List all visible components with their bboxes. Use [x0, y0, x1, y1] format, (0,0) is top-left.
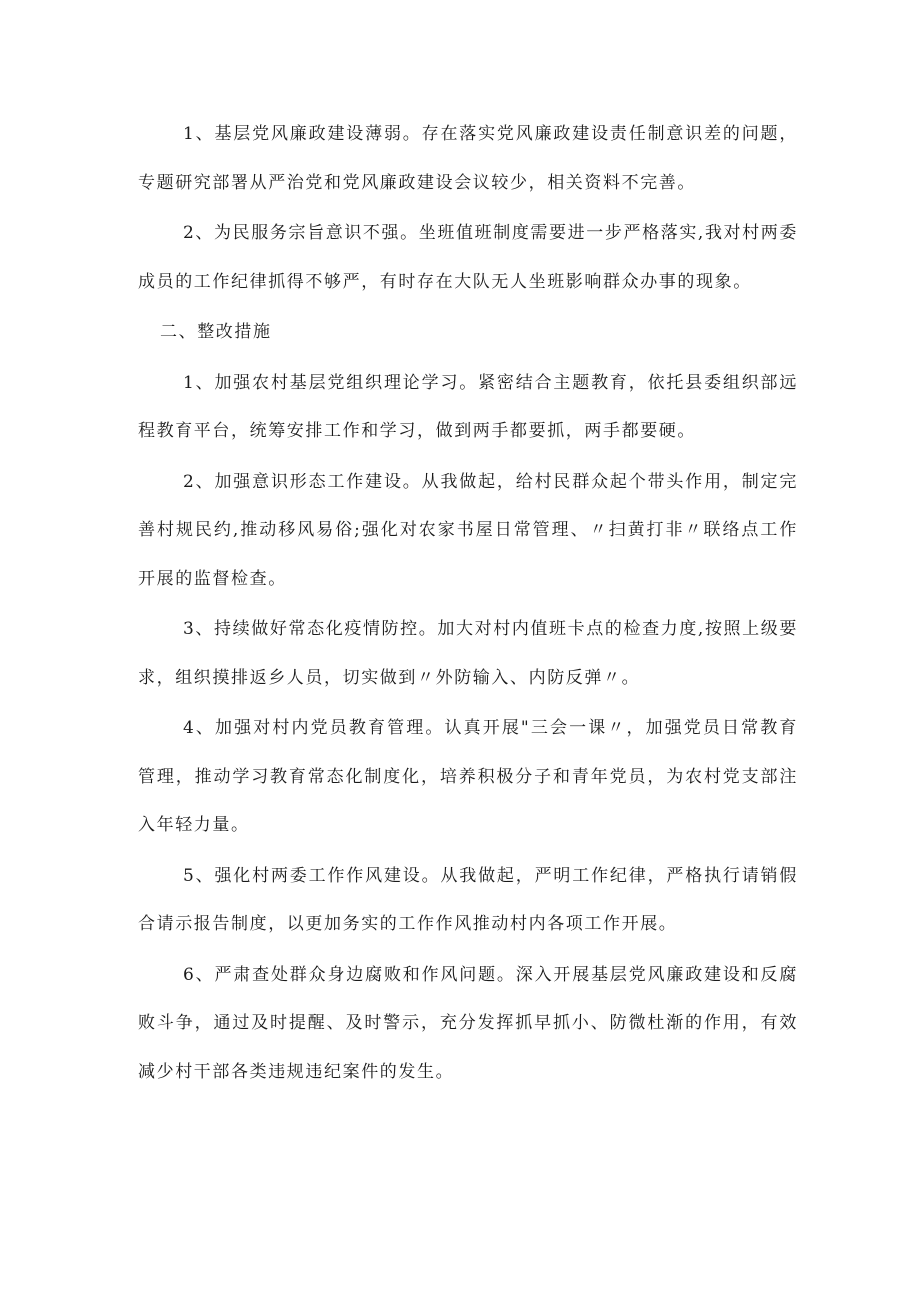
measure-paragraph-6: 6、严肃查处群众身边腐败和作风问题。深入开展基层党风廉政建设和反腐败斗争，通过及时提醒、及时警示，充分发挥抓早抓小、防微杜渐的作用，有效减少村干部各类违规违纪案件的发生。 — [138, 964, 798, 1082]
document-body — [138, 110, 798, 1098]
section-heading: 二、整改措施 — [160, 322, 272, 342]
measure-paragraph-4: 4、加强对村内党员教育管理。认真开展"三会一课〃，加强党员日常教育管理，推动学习教育常态化制度化，培养积极分子和青年党员，为农村党支部注入年轻力量。 — [138, 718, 798, 835]
problem-paragraph-2: 2、为民服务宗旨意识不强。坐班值班制度需要进一步严格落实,我对村两委成员的工作纪律抓得不够严，有时存在大队无人坐班影响群众办事的现象。 — [138, 223, 798, 292]
measure-paragraph-2: 2、加强意识形态工作建设。从我做起，给村民群众起个带头作用，制定完善村规民约,推动移风易俗;强化对农家书屋日常管理、〃扫黄打非〃联络点工作开展的监督检查。 — [138, 471, 798, 589]
measure-paragraph-3: 3、持续做好常态化疫情防控。加大对村内值班卡点的检查力度,按照上级要求，组织摸排返乡人员，切实做到〃外防输入、内防反弹〃。 — [138, 619, 798, 688]
measure-paragraph-5: 5、强化村两委工作作风建设。从我做起，严明工作纪律，严格执行请销假合请示报告制度，以更加务实的工作作风推动村内各项工作开展。 — [138, 865, 798, 934]
problem-paragraph-1: 1、基层党风廉政建设薄弱。存在落实党风廉政建设责任制意识差的问题，专题研究部署从严治党和党风廉政建设会议较少，相关资料不完善。 — [138, 124, 798, 193]
measure-paragraph-1: 1、加强农村基层党组织理论学习。紧密结合主题教育，依托县委组织部远程教育平台，统筹安排工作和学习，做到两手都要抓，两手都要硬。 — [138, 372, 798, 441]
